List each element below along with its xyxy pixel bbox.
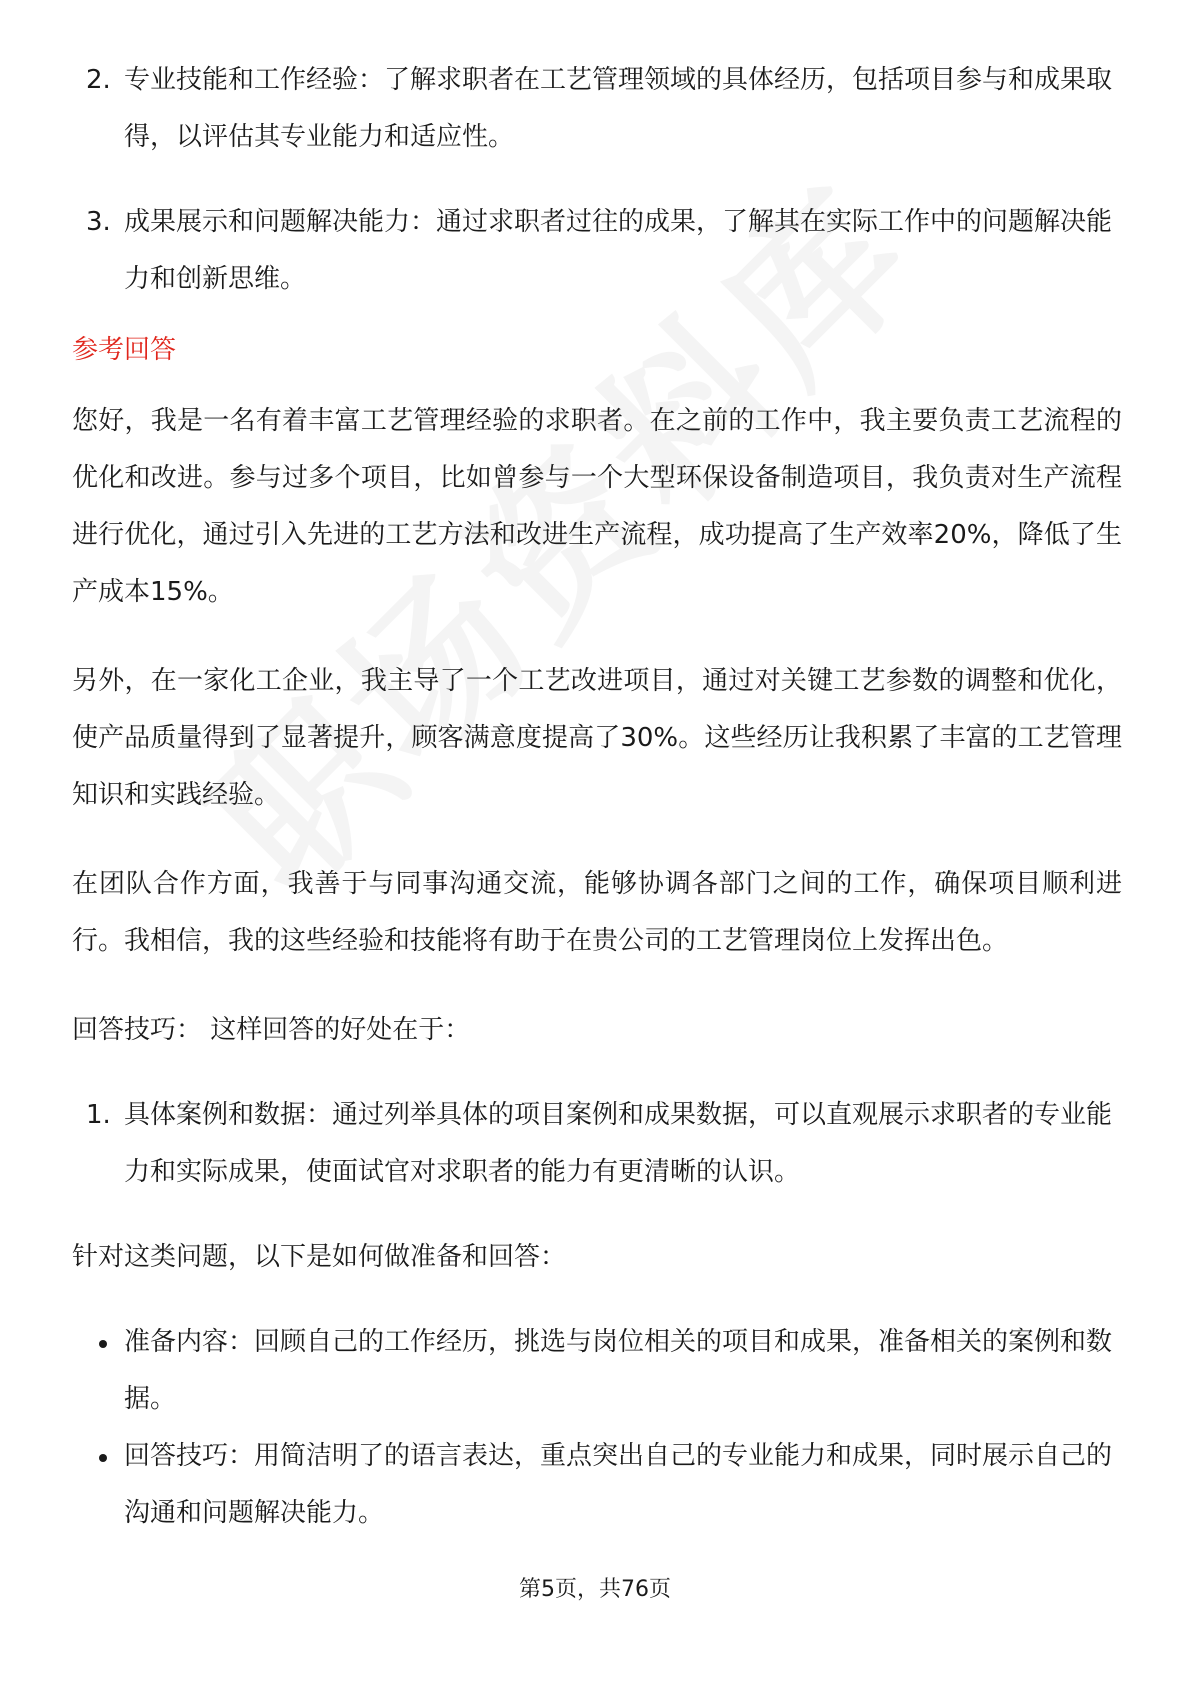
bullet-dot-icon — [99, 1340, 107, 1348]
list-number: 1. — [86, 1100, 111, 1130]
list-item — [72, 52, 1122, 166]
list-item — [72, 194, 1122, 308]
list-item-text: 成果展示和问题解决能力：通过求职者过往的成果，了解其在实际工作中的问题解决能力和创新思维。 — [124, 207, 1113, 294]
list-item-text: 具体案例和数据：通过列举具体的项目案例和成果数据，可以直观展示求职者的专业能力和实际成果，使面试官对求职者的能力有更清晰的认识。 — [124, 1100, 1113, 1187]
section-heading: 参考回答 — [72, 335, 177, 365]
bullet-text: 准备内容：回顾自己的工作经历，挑选与岗位相关的项目和成果，准备相关的案例和数据。 — [124, 1327, 1113, 1414]
bullet-dot-icon — [99, 1454, 107, 1462]
list-number: 2. — [86, 65, 111, 95]
answer-paragraph: 在团队合作方面，我善于与同事沟通交流，能够协调各部门之间的工作，确保项目顺利进行。我相信，我的这些经验和技能将有助于在贵公司的工艺管理岗位上发挥出色。 — [72, 869, 1122, 956]
bullet-text: 回答技巧：用简洁明了的语言表达，重点突出自己的专业能力和成果，同时展示自己的沟通和问题解决能力。 — [124, 1441, 1113, 1528]
bullet-item — [72, 1428, 1122, 1542]
list-item — [72, 1087, 1122, 1201]
answer-paragraph: 您好，我是一名有着丰富工艺管理经验的求职者。在之前的工作中，我主要负责工艺流程的优化和改进。参与过多个项目，比如曾参与一个大型环保设备制造项目，我负责对生产流程进行优化，通过引入先进的工艺方法和改进生产流程，成功提高了生产效率20%，降低了生产成本15%。 — [72, 406, 1122, 607]
list-item-text: 专业技能和工作经验：了解求职者在工艺管理领域的具体经历，包括项目参与和成果取得，以评估其专业能力和适应性。 — [124, 65, 1113, 152]
page-content — [72, 52, 1122, 1542]
list-number: 3. — [86, 207, 111, 237]
tips-intro: 回答技巧： 这样回答的好处在于： — [72, 1015, 471, 1045]
prep-intro: 针对这类问题，以下是如何做准备和回答： — [72, 1242, 567, 1272]
page-footer: 第5页，共76页 — [519, 1577, 671, 1602]
answer-paragraph: 另外，在一家化工企业，我主导了一个工艺改进项目，通过对关键工艺参数的调整和优化，使产品质量得到了显著提升，顾客满意度提高了30%。这些经历让我积累了丰富的工艺管理知识和实践经验。 — [72, 666, 1122, 810]
bullet-item — [72, 1314, 1122, 1428]
